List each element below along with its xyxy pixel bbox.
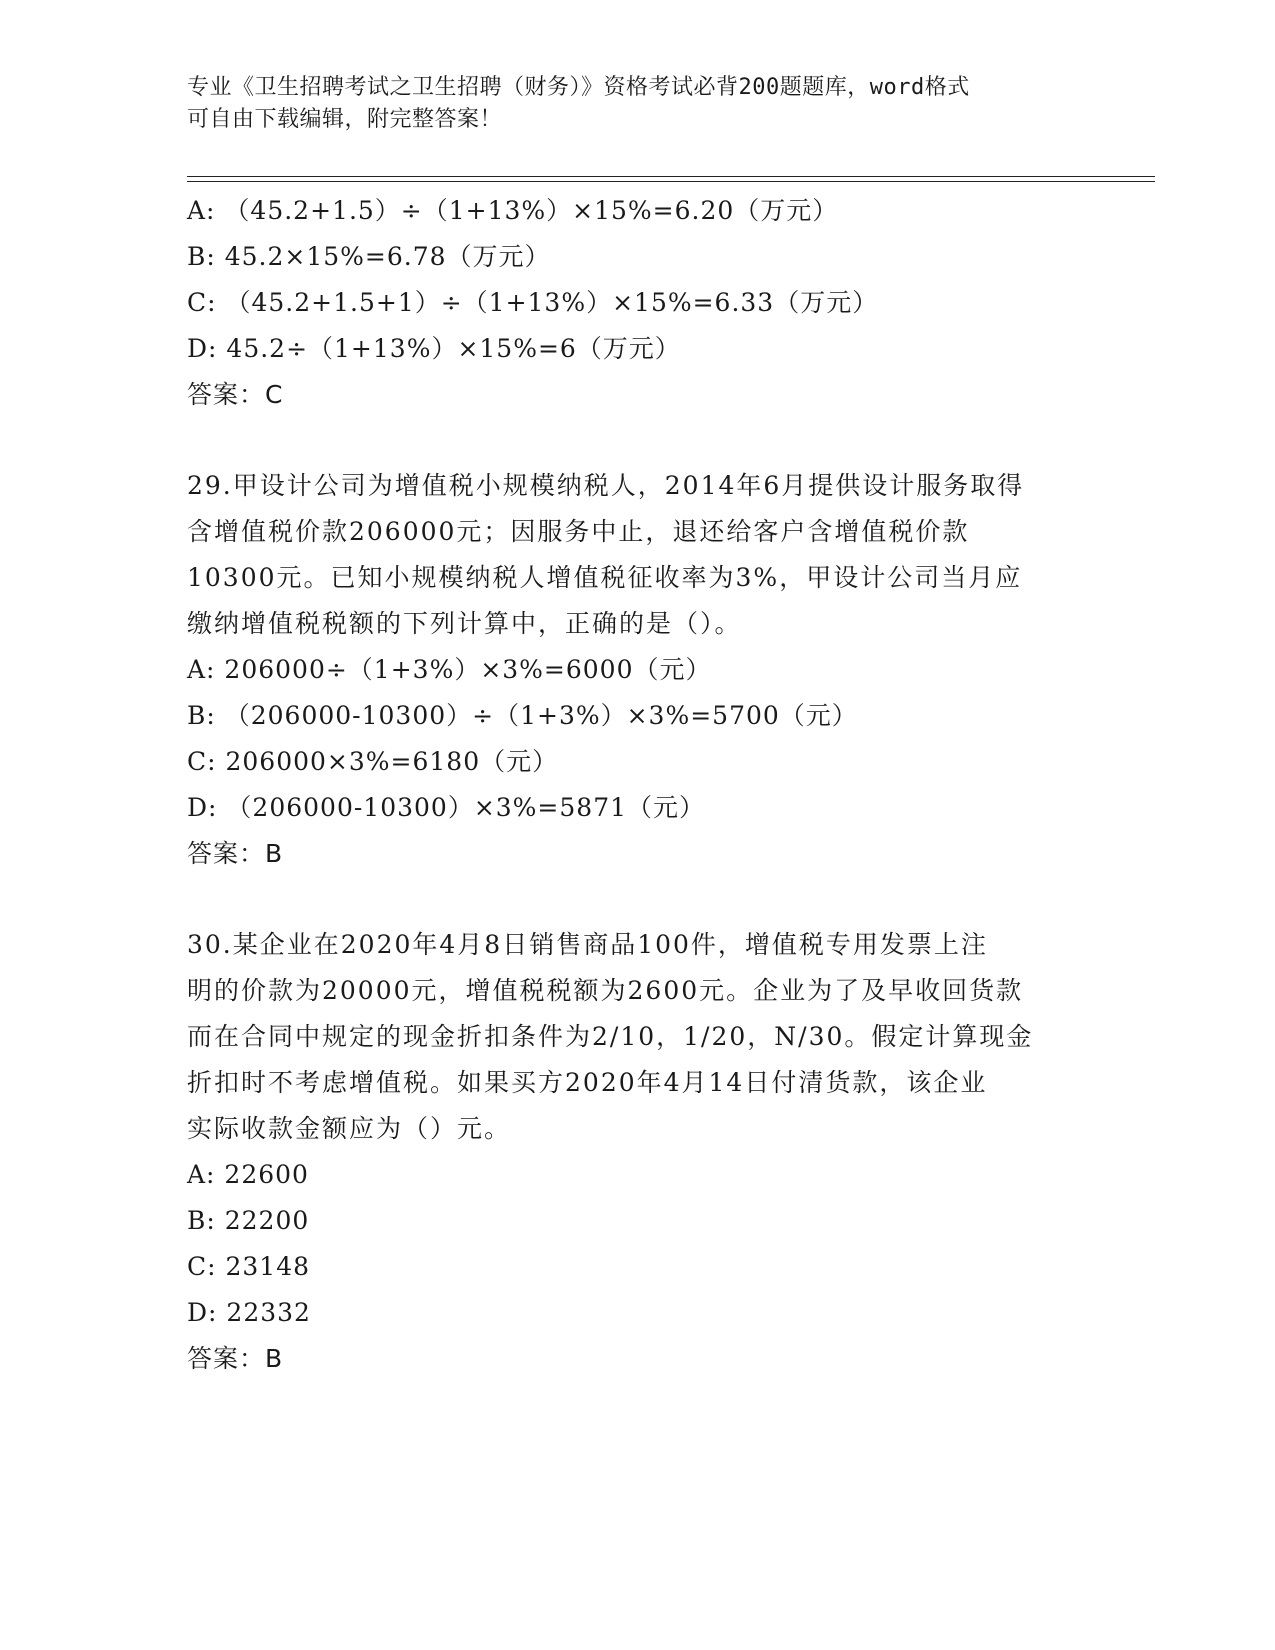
answer-line: 答案：C: [187, 380, 284, 409]
header-line-2: 可自由下载编辑，附完整答案！: [187, 107, 503, 132]
stem-line: 明的价款为20000元，增值税税额为2600元。企业为了及早收回货款: [187, 976, 1024, 1005]
question-28: [187, 188, 1087, 418]
question-content: [187, 188, 1087, 1382]
option-c: C: （45.2+1.5+1）÷（1+13%）×15%=6.33（万元）: [187, 288, 879, 317]
question-stem: [187, 463, 1087, 647]
header-line-1: 专业《卫生招聘考试之卫生招聘（财务）》资格考试必背200题题库，word格式: [187, 75, 970, 100]
stem-line: 10300元。已知小规模纳税人增值税征收率为3%，甲设计公司当月应: [187, 563, 1023, 592]
question-30: [187, 922, 1087, 1382]
option-b: B: （206000-10300）÷（1+3%）×3%=5700（元）: [187, 701, 858, 730]
stem-line: 折扣时不考虑增值税。如果买方2020年4月14日付清货款，该企业: [187, 1068, 988, 1097]
question-29: [187, 463, 1087, 877]
stem-line: 缴纳增值税税额的下列计算中，正确的是（）。: [187, 609, 742, 638]
option-a: A: 206000÷（1+3%）×3%=6000（元）: [187, 655, 712, 684]
header-divider-bottom: [187, 181, 1155, 182]
option-a: A: 22600: [187, 1160, 309, 1189]
answer-line: 答案：B: [187, 839, 284, 868]
stem-line: 实际收款金额应为（）元。: [187, 1114, 512, 1143]
stem-line: 含增值税价款206000元；因服务中止，退还给客户含增值税价款: [187, 517, 970, 546]
option-d: D: 22332: [187, 1298, 311, 1327]
header-divider-top: [187, 176, 1155, 177]
answer-line: 答案：B: [187, 1344, 284, 1373]
option-d: D: （206000-10300）×3%=5871（元）: [187, 793, 706, 822]
stem-line: 29.甲设计公司为增值税小规模纳税人，2014年6月提供设计服务取得: [187, 471, 1025, 500]
stem-line: 30.某企业在2020年4月8日销售商品100件，增值税专用发票上注: [187, 930, 988, 959]
option-a: A: （45.2+1.5）÷（1+13%）×15%=6.20（万元）: [187, 196, 839, 225]
stem-line: 而在合同中规定的现金折扣条件为2/10，1/20，N/30。假定计算现金: [187, 1022, 1034, 1051]
question-stem: [187, 922, 1087, 1152]
option-d: D: 45.2÷（1+13%）×15%=6（万元）: [187, 334, 681, 363]
option-b: B: 45.2×15%=6.78（万元）: [187, 242, 551, 271]
option-c: C: 23148: [187, 1252, 311, 1281]
document-header: [187, 72, 1087, 136]
option-b: B: 22200: [187, 1206, 310, 1235]
option-c: C: 206000×3%=6180（元）: [187, 747, 559, 776]
